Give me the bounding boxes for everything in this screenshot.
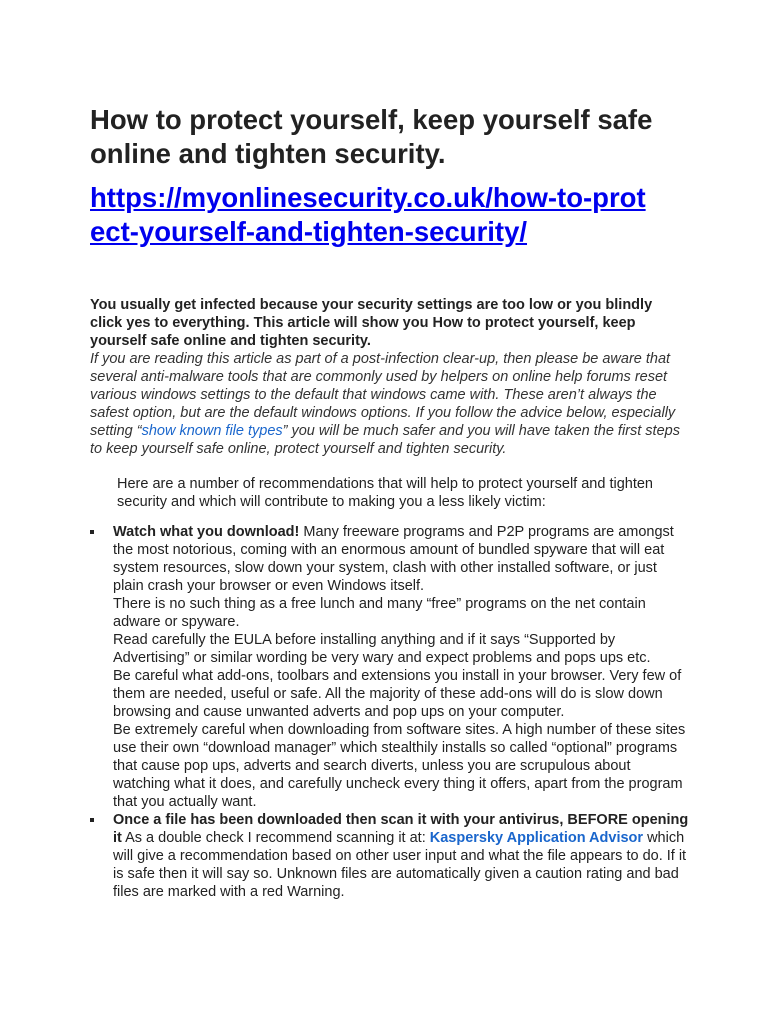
addons-paragraph: Be careful what add-ons, toolbars and extensions you install in your browser. Very few of them are needed, useful or safe. All the majority of these add-ons will do is slow down browsing and cause unwanted adverts and pop ups on your computer. xyxy=(113,668,682,720)
scan-file-paragraph xyxy=(113,811,690,901)
software-sites-paragraph: Be extremely careful when downloading from software sites. A high number of these sites use their own “download manager” which stealthily installs so called “optional” programs that cause pop ups, adverts and search diverts, unless you are scrupulous about watching what it does, and carefully uncheck every thing it offers, apart from the program that you actually want. xyxy=(113,722,686,810)
intro-italic-before: If you are reading this article as part of a post-infection clear-up, then please be aware that several anti-malware tools that are commonly used by helpers on online help forums reset various windows settings to the default that windows came with. These aren’t always the safest option, but are the default windows options. If you follow the advice below, especially setting “ xyxy=(90,351,676,439)
download-warning-paragraph xyxy=(113,523,690,595)
intro-bold-paragraph: You usually get infected because your security settings are too low or you blindly click yes to everything. This article will show you How to protect yourself, keep yourself safe online and tighten security. xyxy=(90,297,653,349)
scan-file-text-before-link: As a double check I recommend scanning it at: xyxy=(121,830,430,846)
scan-file-text-after-link: which will give a recommendation based on other user input and what the file appears to do. If it is safe then it will say so. Unknown files are automatically given a caution rating and bad files are marked with a red Warning. xyxy=(113,830,687,900)
list-item xyxy=(90,523,690,811)
intro-italic-paragraph xyxy=(90,350,682,458)
page-title: How to protect yourself, keep yourself safe online and tighten security. xyxy=(90,104,653,169)
scan-file-heading: Once a file has been downloaded then scan it with your antivirus, BEFORE opening it xyxy=(113,812,689,846)
recommendations-intro: Here are a number of recommendations that will help to protect yourself and tighten security and which will contribute to making you a less likely victim: xyxy=(117,476,653,510)
list-item xyxy=(90,811,690,901)
show-known-file-types-link[interactable]: show known file types xyxy=(141,423,283,439)
download-warning-heading: Watch what you download! xyxy=(113,524,300,540)
intro-italic-after: ” you will be much safer and you will have taken the first steps to keep yourself safe online, protect yourself and tighten security. xyxy=(90,423,680,457)
kaspersky-application-advisor-link[interactable]: Kaspersky Application Advisor xyxy=(429,830,644,846)
download-warning-text: Many freeware programs and P2P programs are amongst the most notorious, coming with an enormous amount of bundled spyware that will eat system resources, slow down your system, clash with other installed software, or just plain crash your browser or even Windows itself. xyxy=(113,524,674,594)
square-bullet-icon xyxy=(90,530,94,534)
recommendation-list xyxy=(90,523,690,901)
eula-paragraph: Read carefully the EULA before installing anything and if it says “Supported by Advertising” or similar wording be very wary and expect problems and pops ups etc. xyxy=(113,632,651,666)
square-bullet-icon xyxy=(90,818,94,822)
free-lunch-paragraph: There is no such thing as a free lunch and many “free” programs on the net contain adware or spyware. xyxy=(113,596,646,630)
source-url-link[interactable]: https://myonlinesecurity.co.uk/how-to-protect-yourself-and-tighten-security/ xyxy=(90,182,646,247)
